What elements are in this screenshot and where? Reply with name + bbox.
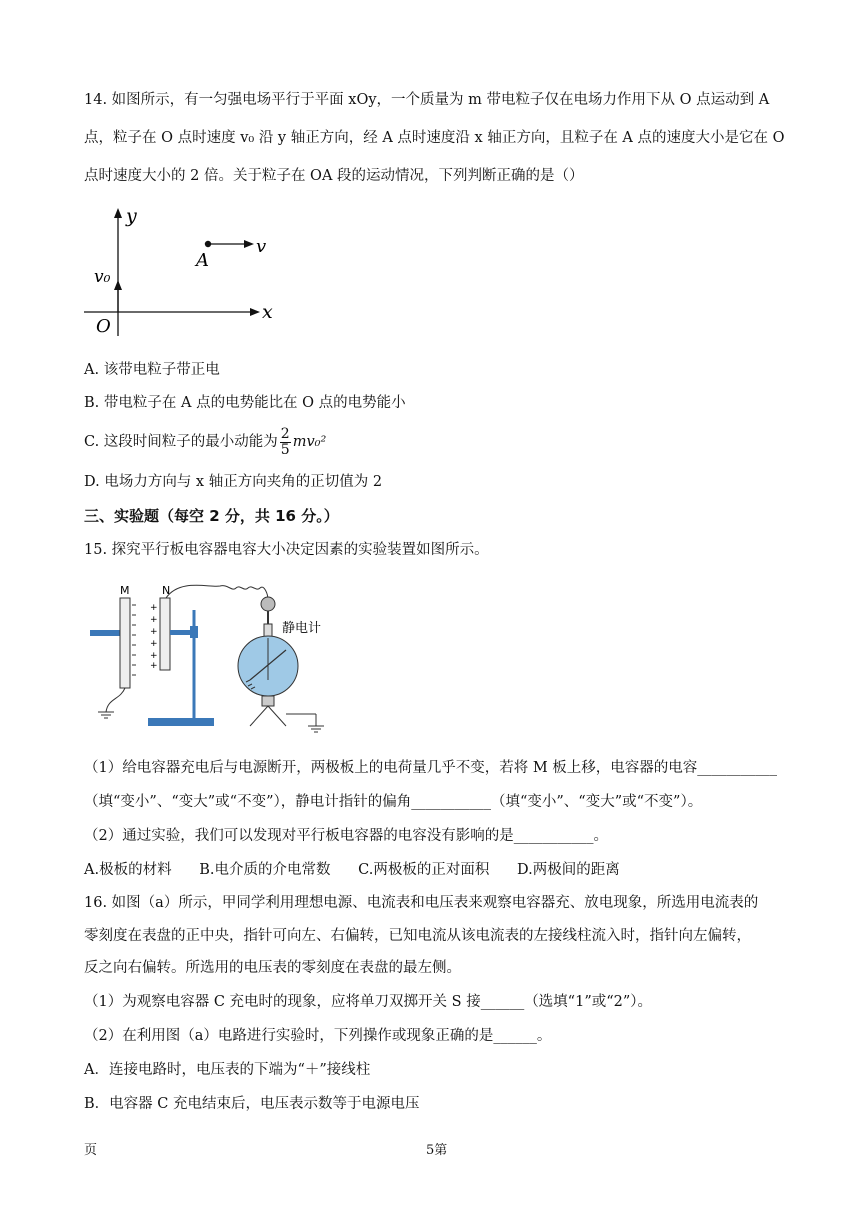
- q16-line2: 零刻度在表盘的正中央，指针可向左、右偏转，已知电流从该电流表的左接线柱流入时，指针向左偏转，: [84, 928, 751, 944]
- q14-option-c: [84, 425, 326, 459]
- svg-text:+: +: [150, 603, 158, 613]
- svg-text:+: +: [150, 627, 158, 637]
- plate-m-label: M: [120, 584, 130, 597]
- q16-line3: 反之向右偏转。所选用的电压表的零刻度在表盘的最左侧。: [84, 960, 461, 976]
- fraction: [280, 427, 291, 458]
- v-label: v: [256, 236, 267, 257]
- q16-part2: （2）在利用图（a）电路进行实验时，下列操作或现象正确的是______。: [84, 1028, 552, 1044]
- q14-coordinate-figure: [84, 200, 284, 340]
- x-axis-label: x: [262, 301, 273, 323]
- q16-line1: 16. 如图（a）所示，甲同学利用理想电源、电流表和电压表来观察电容器充、放电现象，所选用电流表的: [84, 895, 759, 911]
- plate-n-label: N: [162, 584, 171, 597]
- q14-option-b: B. 带电粒子在 A 点的电势能比在 O 点的电势能小: [84, 395, 406, 411]
- origin-label: O: [96, 316, 111, 337]
- svg-text:+: +: [150, 661, 158, 671]
- q15-apparatus-figure: [90, 580, 340, 740]
- q15-part1-line2: （填“变小”、“变大”或“不变”），静电计指针的偏角___________（填“变小”、“变大”或“不变”）。: [84, 794, 703, 810]
- q15-part2: （2）通过实验，我们可以发现对平行板电容器的电容没有影响的是___________。: [84, 828, 608, 844]
- v0-label: v₀: [94, 267, 111, 287]
- q14-line2: 点，粒子在 O 点时速度 v₀ 沿 y 轴正方向，经 A 点时速度沿 x 轴正方向，且粒子在 A 点的速度大小是它在 O: [84, 130, 785, 146]
- section-heading: 三、实验题（每空 2 分，共 16 分。）: [84, 507, 339, 525]
- q15-part1-line1: （1）给电容器充电后与电源断开，两极板上的电荷量几乎不变，若将 M 板上移，电容器的电容___________: [84, 760, 778, 776]
- fraction-numerator: 2: [280, 425, 290, 442]
- svg-text:+: +: [150, 639, 158, 649]
- point-a-label: A: [196, 250, 209, 271]
- q14-option-d: D. 电场力方向与 x 轴正方向夹角的正切值为 2: [84, 474, 383, 490]
- electroscope-label: 静电计: [282, 621, 322, 636]
- q15-choices: A.极板的材料 B.电介质的介电常数 C.两极板的正对面积 D.两极间的距离: [84, 862, 620, 878]
- q14-line3: 点时速度大小的 2 倍。关于粒子在 OA 段的运动情况，下列判断正确的是（）: [84, 168, 584, 184]
- q14-option-a: A. 该带电粒子带正电: [84, 362, 220, 378]
- svg-text:+: +: [150, 615, 158, 625]
- q14-option-c-expr: mv₀²: [292, 434, 327, 450]
- q14-option-c-prefix: C. 这段时间粒子的最小动能为: [84, 434, 278, 450]
- q16-part1: （1）为观察电容器 C 充电时的现象，应将单刀双掷开关 S 接______（选填“1”或“2”）。: [84, 994, 653, 1010]
- fraction-denominator: 5: [280, 441, 290, 458]
- y-axis-label: y: [126, 205, 137, 227]
- q16-option-b: B．电容器 C 充电结束后，电压表示数等于电源电压: [84, 1096, 420, 1112]
- footer-page-number: 5第: [426, 1143, 448, 1158]
- svg-text:+: +: [150, 651, 158, 661]
- q16-option-a: A．连接电路时，电压表的下端为“＋”接线柱: [84, 1062, 371, 1078]
- q15-stem: 15. 探究平行板电容器电容大小决定因素的实验装置如图所示。: [84, 542, 489, 558]
- footer-left: 页: [84, 1143, 98, 1158]
- q14-line1: 14. 如图所示，有一匀强电场平行于平面 xOy，一个质量为 m 带电粒子仅在电场力作用下从 O 点运动到 A: [84, 92, 770, 108]
